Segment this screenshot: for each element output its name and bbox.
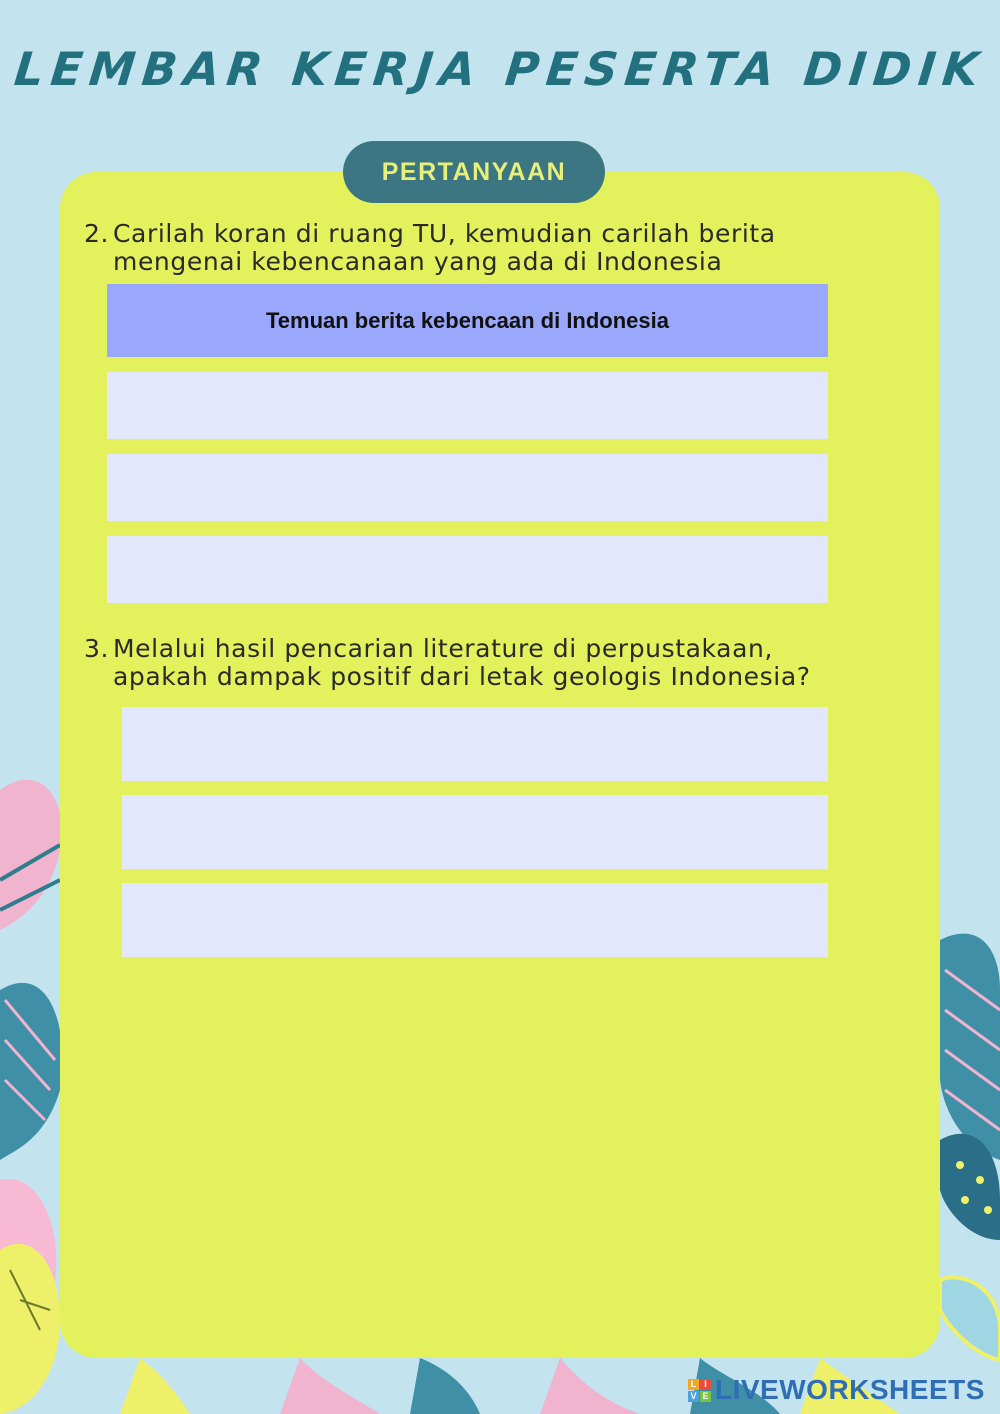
answer-field[interactable] [122,883,828,957]
liveworksheets-logo-icon: L I V E [688,1379,711,1402]
question-text-line: apakah dampak positif dari letak geologis Indonesia? [113,662,811,691]
answer-field[interactable] [107,454,828,521]
question-2 [84,220,776,276]
left-leaf-cluster [0,780,63,1414]
brand-text: LIVEWORKSHEETS [715,1374,985,1405]
question-text-line: mengenai kebencanaan yang ada di Indonesia [113,247,723,276]
page-title: LEMBAR KERJA PESERTA DIDIK [11,42,989,96]
question-text-line: Melalui hasil pencarian literature di perpustakaan, [113,634,774,663]
table-header: Temuan berita kebencaan di Indonesia [107,284,828,357]
right-leaf-cluster [940,934,1000,1360]
answer-field[interactable] [122,707,828,781]
answer-field[interactable] [107,372,828,439]
answer-field[interactable] [107,536,828,603]
question-number: 2. [84,219,110,248]
question-text-line: Carilah koran di ruang TU, kemudian carilah berita [113,219,776,248]
liveworksheets-brand[interactable] [688,1372,993,1408]
section-label: PERTANYAAN [343,141,605,203]
answer-field[interactable] [122,795,828,869]
question-3 [84,635,811,691]
question-number: 3. [84,634,110,663]
